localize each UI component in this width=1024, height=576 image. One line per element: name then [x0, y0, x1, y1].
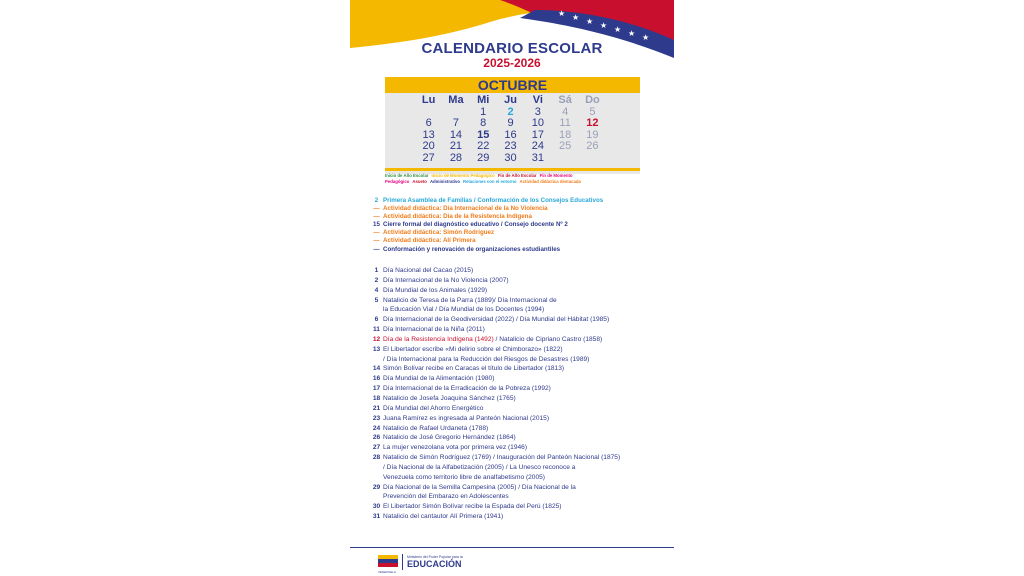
calendar-poster: [350, 0, 674, 576]
calendar-day: 3: [534, 105, 541, 118]
day-item: [370, 374, 660, 384]
day-item: [370, 512, 660, 522]
calendar-day: 19: [586, 128, 599, 141]
event-item: [370, 221, 660, 229]
month-name: OCTUBRE: [385, 77, 640, 93]
calendar-day: 28: [449, 151, 463, 164]
legend-item: Inicio de Año Escolar: [385, 173, 429, 178]
calendar-day: 15: [477, 128, 490, 141]
day-item: [370, 443, 660, 453]
weekday-header: [415, 95, 640, 107]
day-description: [383, 394, 660, 404]
day-description-line: El Libertador Simón Bolívar recibe la Espada del Perú (1825): [383, 503, 562, 511]
calendar-week: [415, 107, 640, 119]
event-item: [370, 246, 660, 254]
day-number: 31: [372, 513, 381, 521]
event-text: Cierre formal del diagnóstico educativo / Consejo docente Nº 2: [383, 221, 568, 229]
weekday-label: Vi: [532, 94, 543, 106]
event-item: [370, 229, 660, 237]
month-calendar: [385, 77, 640, 174]
calendar-day: 17: [531, 128, 544, 141]
day-description-line: Natalicio de José Gregorio Hernández (1864): [383, 434, 516, 442]
calendar-day: [551, 153, 578, 165]
page-title: CALENDARIO ESCOLAR: [421, 40, 603, 57]
event-text: Actividad didáctica: Día Internacional de la No Violencia: [383, 205, 548, 213]
day-item: [370, 335, 660, 345]
calendar-day: 26: [586, 140, 599, 153]
day-description-line: la Educación Vial / Día Mundial de los Docentes (1994): [383, 306, 545, 314]
ministry-brand: EDUCACIÓN: [407, 559, 462, 569]
svg-text:★: ★: [572, 13, 580, 22]
day-description: [383, 276, 660, 286]
calendar-day: 20: [422, 140, 435, 153]
day-description-line: / Natalicio de Cipriano Castro (1858): [493, 335, 603, 343]
day-item: [370, 424, 660, 434]
day-item: [370, 296, 660, 316]
day-description-line: / Día Nacional de la Alfabetización (2005) / La Unesco reconoce a: [383, 463, 576, 471]
day-number: 13: [372, 345, 381, 353]
day-number: 21: [372, 404, 381, 412]
day-number: 2: [374, 276, 379, 284]
day-description-line: El Libertador escribe «Mi delirio sobre el Chimborazo» (1822): [383, 345, 563, 353]
calendar-day: 21: [449, 140, 463, 153]
calendar-week: [415, 141, 640, 153]
event-number: —: [373, 229, 380, 237]
event-text: Primera Asamblea de Familias / Conformación de los Consejos Educativos: [383, 197, 604, 204]
calendar-day: 1: [480, 105, 487, 118]
weekday-label: Mi: [477, 94, 490, 106]
calendar-day: 31: [531, 151, 544, 164]
calendar-day: 23: [504, 140, 517, 153]
day-item: [370, 345, 660, 365]
event-number: 2: [374, 197, 379, 204]
event-item: [370, 237, 660, 245]
day-item: [370, 502, 660, 512]
footer: [378, 552, 463, 572]
day-description-line: La mujer venezolana vota por primera vez (1946): [383, 444, 528, 452]
day-number: 5: [374, 296, 379, 304]
legend-item: Fin de Año Escolar: [497, 173, 537, 178]
day-number: 11: [373, 326, 380, 334]
day-item: [370, 433, 660, 443]
day-number: 16: [372, 375, 381, 383]
event-item: [370, 213, 660, 221]
day-description-line: Día Mundial de la Alimentación (1980): [383, 375, 495, 383]
calendar-divider: [385, 168, 640, 171]
day-description-line: Día Internacional de la Geodiversidad (2022) / Día Mundial del Hábitat (1985): [383, 316, 610, 324]
day-description-line: Día Internacional de la Erradicación de la Pobreza (1992): [383, 385, 551, 393]
country-label: VENEZUELA: [378, 570, 396, 574]
day-description-line: Día Internacional de la No Violencia (2007): [383, 276, 509, 284]
day-number: 24: [372, 424, 381, 432]
legend-item: Asueto: [412, 178, 427, 184]
calendar-day: 10: [531, 117, 544, 130]
event-number: —: [373, 213, 380, 221]
day-description: [383, 335, 660, 345]
day-item: [370, 276, 660, 286]
day-item: [370, 266, 660, 276]
legend-item: Relaciones con el entorno: [463, 178, 517, 184]
legend-item: Administrativo: [429, 178, 461, 184]
day-number: 14: [372, 365, 381, 373]
day-number: 18: [372, 394, 381, 402]
day-description-line: Natalicio de Josefa Joaquina Sánchez (1765): [383, 394, 516, 402]
day-description: [383, 443, 660, 453]
day-description: [383, 266, 660, 276]
event-text: Actividad didáctica: Día de la Resistencia Indígena: [383, 213, 532, 221]
calendar-day: 24: [531, 140, 544, 153]
calendar-day: 11: [559, 117, 571, 130]
day-description: [383, 512, 660, 522]
event-item: [370, 205, 660, 213]
legend-item: Fin de Momento Pedagógico: [385, 173, 573, 184]
day-item: [370, 364, 660, 374]
calendar-day: 8: [480, 117, 487, 130]
day-item: [370, 414, 660, 424]
day-item: [370, 286, 660, 296]
day-description-line: Natalicio de Teresa de la Parra (1889)/ Día Internacional de: [383, 296, 557, 304]
calendar-day: 18: [559, 128, 572, 141]
day-description-line: Simón Bolívar recibe en Caracas el título de Libertador (1813): [383, 365, 565, 373]
weekday-label: Ju: [504, 94, 517, 106]
day-description-line: Venezuela como territorio libre de analfabetismo (2005): [383, 473, 546, 481]
svg-text:★: ★: [628, 29, 636, 38]
footer-separator: [402, 554, 403, 570]
day-description: [383, 483, 660, 503]
calendar-week: [415, 118, 640, 130]
calendar-day: 14: [449, 128, 463, 141]
calendar-day: 29: [477, 151, 490, 164]
day-description: [383, 384, 660, 394]
calendar-day: 22: [477, 140, 490, 153]
day-description-line: Prevención del Embarazo en Adolescentes: [383, 493, 509, 501]
event-number: 15: [373, 221, 380, 229]
calendar-day: 13: [422, 128, 435, 141]
ministry-label: Ministerio del Poder Popular para la: [407, 555, 463, 559]
day-description: [383, 296, 660, 316]
calendar-day: 25: [559, 140, 572, 153]
calendar-day: 4: [562, 105, 569, 118]
day-item: [370, 315, 660, 325]
day-number: 27: [372, 444, 381, 452]
day-item: [370, 325, 660, 335]
day-number: 12: [372, 335, 381, 343]
day-description: [383, 286, 660, 296]
day-item: [370, 394, 660, 404]
school-year: 2025-2026: [483, 56, 541, 70]
event-number: —: [373, 245, 380, 253]
event-text: Conformación y renovación de organizaciones estudiantiles: [383, 245, 561, 253]
svg-text:★: ★: [586, 17, 594, 26]
day-number: 6: [374, 316, 379, 324]
event-text: Actividad didáctica: Simón Rodríguez: [383, 229, 495, 237]
weekday-label: Sá: [558, 94, 572, 106]
day-number: 28: [372, 454, 381, 462]
day-number: 1: [374, 267, 379, 274]
day-description: [383, 502, 660, 512]
day-description: [383, 453, 660, 483]
calendar-day: 9: [507, 117, 514, 130]
calendar-day: 5: [589, 105, 596, 118]
day-description-line: Día Nacional del Cacao (2015): [383, 267, 474, 274]
ministry-logo: [378, 555, 398, 574]
calendar-day: 2: [507, 105, 514, 118]
footer-divider: [350, 547, 674, 548]
day-description-line: Día Internacional de la Niña (2011): [383, 326, 485, 334]
legend: [385, 173, 645, 184]
day-description: [383, 364, 660, 374]
day-number: 17: [372, 385, 381, 393]
day-description-line: Natalicio de Simón Rodríguez (1769) / Inauguración del Panteón Nacional (1875): [383, 454, 621, 462]
weekday-label: Do: [585, 94, 600, 106]
day-description-line: Juana Ramírez es ingresada al Panteón Nacional (2015): [383, 414, 550, 422]
events-list: [370, 197, 660, 254]
svg-text:★: ★: [614, 25, 622, 34]
event-text: Actividad didáctica: Alí Primera: [383, 237, 476, 245]
event-item: [370, 197, 660, 205]
day-description-line: Día Nacional de la Semilla Campesina (2005) / Día Nacional de la: [383, 483, 576, 491]
day-number: 26: [372, 434, 381, 442]
day-description: [383, 404, 660, 414]
day-item: [370, 453, 660, 483]
event-number: —: [373, 205, 380, 213]
day-item: [370, 384, 660, 394]
day-description: [383, 345, 660, 365]
day-description-line: Natalicio de Rafael Urdaneta (1788): [383, 424, 489, 432]
calendar-week: [415, 130, 640, 142]
day-description: [383, 424, 660, 434]
commemorative-days-list: [370, 266, 660, 522]
day-description-line: / Día Internacional para la Reducción del Riesgos de Desastres (1989): [383, 355, 590, 363]
day-description: [383, 433, 660, 443]
event-number: —: [373, 237, 380, 245]
day-number: 23: [372, 414, 381, 422]
holiday-text: Día de la Resistencia Indígena (1492): [383, 335, 494, 343]
day-description-line: Día Mundial del Ahorro Energético: [383, 404, 484, 412]
day-description: [383, 374, 660, 384]
calendar-day: 16: [504, 128, 517, 141]
day-number: 29: [372, 483, 381, 491]
calendar-week: [415, 153, 640, 165]
svg-text:★: ★: [600, 21, 608, 30]
calendar-day: 27: [422, 151, 435, 164]
day-description: [383, 325, 660, 335]
svg-text:★: ★: [642, 33, 650, 42]
calendar-day: 30: [504, 151, 517, 164]
day-description: [383, 414, 660, 424]
day-description: [383, 315, 660, 325]
weekday-label: Ma: [448, 94, 464, 106]
calendar-day: [579, 153, 606, 165]
calendar-day: 12: [586, 117, 599, 130]
day-description-line: Natalicio del cantautor Alí Primera (1941): [383, 513, 504, 521]
legend-item: Inicio de Momento Pedagógico: [431, 173, 495, 178]
day-item: [370, 404, 660, 414]
day-number: 30: [372, 503, 381, 511]
weekday-label: Lu: [421, 94, 436, 106]
day-item: [370, 483, 660, 503]
calendar-day: 7: [452, 117, 459, 130]
svg-text:★: ★: [558, 9, 566, 18]
day-number: 4: [374, 286, 379, 294]
calendar-day: 6: [425, 117, 432, 130]
legend-item: Actividad didáctica destacada: [519, 178, 581, 184]
day-description-line: Día Mundial de los Animales (1929): [383, 286, 488, 294]
calendar-grid: [385, 95, 640, 165]
